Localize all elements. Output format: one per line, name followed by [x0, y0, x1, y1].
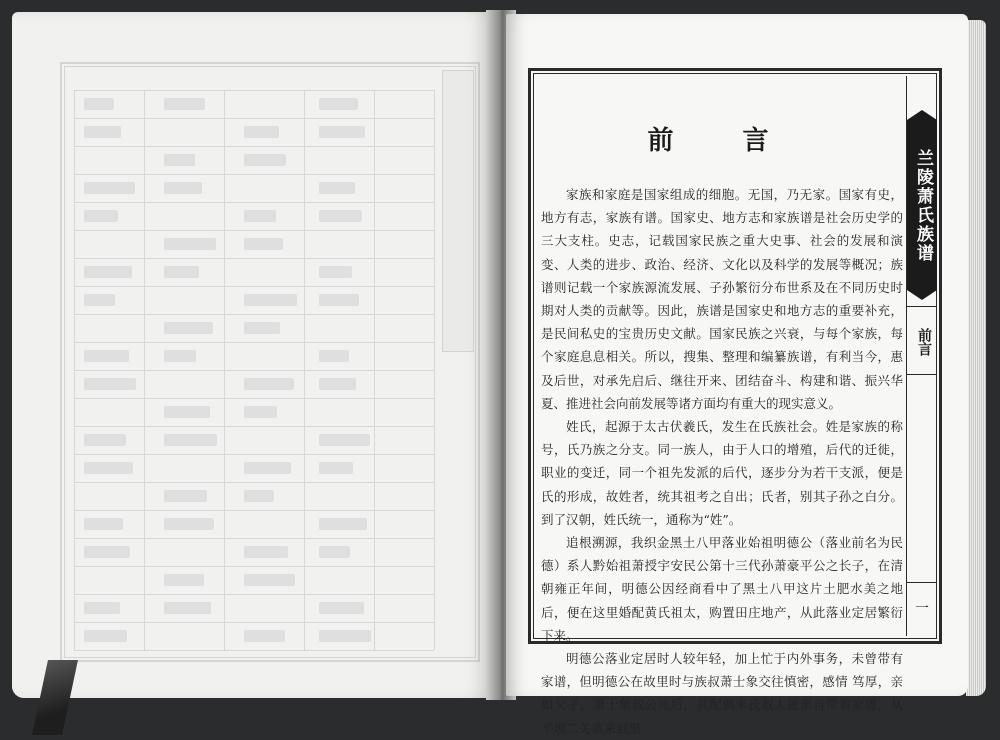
show-through-smudge [319, 434, 370, 446]
show-through-smudge [84, 182, 135, 194]
show-through-smudge [319, 210, 362, 222]
show-through-smudge [164, 490, 207, 502]
show-through-smudge [244, 546, 288, 558]
show-through-rule [74, 370, 434, 371]
show-through-smudge [244, 574, 295, 586]
show-through-smudge [244, 462, 291, 474]
show-through-content [60, 62, 480, 662]
show-through-smudge [84, 630, 127, 642]
show-through-smudge [164, 602, 211, 614]
show-through-rule [144, 90, 145, 650]
show-through-rule [74, 398, 434, 399]
show-through-rule [374, 90, 375, 650]
show-through-smudge [84, 210, 118, 222]
show-through-rule [74, 258, 434, 259]
page-number: 一 [915, 601, 929, 617]
show-through-smudge [319, 462, 353, 474]
show-through-smudge [319, 518, 367, 530]
show-through-smudge [319, 602, 364, 614]
show-through-smudge [84, 546, 130, 558]
show-through-smudge [244, 322, 280, 334]
show-through-smudge [244, 630, 285, 642]
show-through-smudge [319, 546, 350, 558]
show-through-smudge [84, 378, 136, 390]
right-page-edge [966, 20, 986, 696]
show-through-smudge [164, 574, 204, 586]
show-through-smudge [319, 266, 352, 278]
show-through-rule [74, 510, 434, 511]
show-through-smudge [84, 294, 115, 306]
show-through-rule [74, 146, 434, 147]
show-through-smudge [164, 182, 202, 194]
show-through-rule [74, 230, 434, 231]
show-through-smudge [319, 294, 359, 306]
show-through-smudge [164, 322, 213, 334]
show-through-table [74, 90, 434, 650]
show-through-rule [74, 174, 434, 175]
paragraph: 明德公落业定居时人较年轻，加上忙于内外事务，未曾带有家谱，但明德公在故里时与族叔萧士象交往慎密，感情 笃厚，亲如父子，萧士象叔公死后，其配偶米氏叔太就亲自带着家谱，从平坝二关寨来到黑 [541, 651, 903, 736]
show-through-smudge [84, 266, 132, 278]
show-through-smudge [244, 378, 294, 390]
paragraph: 家族和家庭是国家组成的细胞。无国，乃无家。国家有史，地方有志，家族有谱。国家史、地方志和家族谱是社会历史学的三大支柱。史志，记载国家民族之重大史事、社会的发展和演变、人类的进步、政治、经济、文化以及科学的发展等概况；族谱则记载一个家族源流发展、子孙繁衍分布世系及在不同历史时期对人类的贡献等。因此，族谱是国家史和地方志的重要补充，是民间私史的宝贵历史文献。国家民族之兴衰，与每个家族，每个家庭息息相关。所以，搜集、整理和编纂族谱，有利当今，惠及后世，对承先启后、继往开来、团结奋斗、构建和谐、振兴华夏、推进社会向前发展等诸方面均有重大的现实意义。 [541, 187, 903, 411]
show-through-smudge [244, 294, 297, 306]
show-through-smudge [244, 154, 286, 166]
show-through-rule [224, 90, 225, 650]
show-through-rule [74, 202, 434, 203]
show-through-rule [74, 426, 434, 427]
show-through-smudge [84, 518, 123, 530]
show-through-smudge [84, 350, 129, 362]
show-through-smudge [319, 630, 371, 642]
show-through-smudge [164, 350, 196, 362]
show-through-rule [74, 538, 434, 539]
section-label-vertical: 前言 [916, 328, 932, 356]
show-through-smudge [164, 406, 210, 418]
show-through-rule [74, 622, 434, 623]
show-through-smudge [244, 210, 276, 222]
show-through-smudge [164, 98, 205, 110]
show-through-smudge [244, 490, 274, 502]
show-through-rule [74, 314, 434, 315]
show-through-rule [74, 650, 434, 651]
show-through-smudge [319, 98, 358, 110]
show-through-sidebar [442, 70, 474, 352]
show-through-rule [304, 90, 305, 650]
show-through-smudge [164, 434, 217, 446]
show-through-smudge [319, 350, 349, 362]
paragraph: 追根溯源，我织金黑土八甲落业始祖明德公（落业前名为民德）系人黔始祖萧授宇安民公第十三代孙萧豪平公之长子，在清朝雍正年间，明德公因经商看中了黑土八甲这片土肥水美之地后，便在这里婚配黄氏祖太，购置田庄地产，从此落业定居繁衍下来。 [541, 535, 903, 643]
show-through-smudge [164, 238, 216, 250]
preface-body [541, 183, 903, 736]
show-through-smudge [244, 238, 283, 250]
show-through-smudge [319, 378, 356, 390]
show-through-rule [74, 454, 434, 455]
show-through-rule [74, 286, 434, 287]
show-through-smudge [84, 126, 121, 138]
show-through-rule [74, 118, 434, 119]
show-through-rule [74, 566, 434, 567]
show-through-smudge [164, 154, 195, 166]
show-through-smudge [319, 126, 365, 138]
show-through-smudge [319, 182, 355, 194]
sidebar-separator [907, 374, 937, 375]
book-title-vertical: 兰陵萧氏族谱 [913, 149, 933, 263]
show-through-rule [74, 594, 434, 595]
show-through-smudge [84, 462, 133, 474]
show-through-rule [74, 342, 434, 343]
show-through-rule [434, 90, 435, 650]
show-through-smudge [164, 266, 199, 278]
paragraph: 姓氏，起源于太古伏羲氏，发生在氏族社会。姓是家族的称号，氏乃族之分支。同一族人，由于人口的增殖，后代的迁徙，职业的变迁，同一个祖先发派的后代，逐步分为若干支派，便是氏的形成，故姓者，统其祖考之自出；氏者，别其子孙之白分。到了汉朝，姓氏统一，通称为“姓”。 [541, 419, 903, 527]
sidebar-separator [907, 582, 937, 583]
show-through-smudge [244, 126, 279, 138]
show-through-smudge [84, 602, 120, 614]
show-through-rule [74, 90, 75, 650]
sidebar-separator [907, 306, 937, 307]
show-through-smudge [164, 518, 214, 530]
chapter-title: 前 言 [647, 126, 799, 156]
show-through-smudge [244, 406, 277, 418]
show-through-rule [74, 90, 434, 91]
show-through-smudge [84, 434, 126, 446]
show-through-smudge [84, 98, 114, 110]
show-through-rule [74, 482, 434, 483]
left-page [12, 12, 494, 698]
